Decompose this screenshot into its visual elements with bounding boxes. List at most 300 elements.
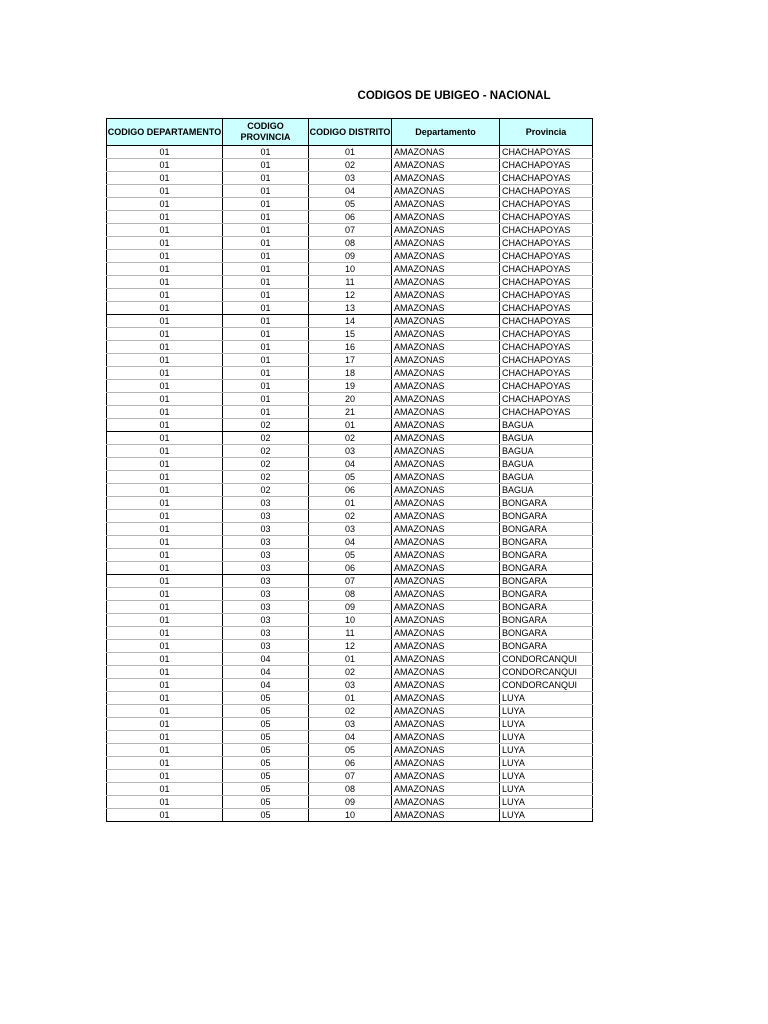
cell-departamento: AMAZONAS xyxy=(392,484,500,497)
cell-codigo-departamento: 01 xyxy=(107,510,223,523)
cell-codigo-distrito: 06 xyxy=(309,484,392,497)
table-row xyxy=(107,510,593,523)
cell-codigo-provincia: 05 xyxy=(223,809,309,822)
cell-codigo-distrito: 11 xyxy=(309,627,392,640)
cell-departamento: AMAZONAS xyxy=(392,237,500,250)
cell-codigo-departamento: 01 xyxy=(107,562,223,575)
cell-codigo-departamento: 01 xyxy=(107,497,223,510)
cell-provincia: LUYA xyxy=(500,783,593,796)
cell-codigo-distrito: 10 xyxy=(309,809,392,822)
cell-codigo-distrito: 06 xyxy=(309,757,392,770)
cell-departamento: AMAZONAS xyxy=(392,458,500,471)
cell-codigo-provincia: 01 xyxy=(223,211,309,224)
cell-provincia: CHACHAPOYAS xyxy=(500,250,593,263)
cell-codigo-provincia: 03 xyxy=(223,536,309,549)
cell-provincia: CHACHAPOYAS xyxy=(500,224,593,237)
cell-codigo-distrito: 04 xyxy=(309,536,392,549)
cell-codigo-provincia: 01 xyxy=(223,250,309,263)
cell-departamento: AMAZONAS xyxy=(392,224,500,237)
cell-codigo-departamento: 01 xyxy=(107,575,223,588)
cell-provincia: CHACHAPOYAS xyxy=(500,380,593,393)
cell-departamento: AMAZONAS xyxy=(392,705,500,718)
table-row xyxy=(107,276,593,289)
cell-codigo-provincia: 05 xyxy=(223,731,309,744)
cell-codigo-departamento: 01 xyxy=(107,341,223,354)
cell-codigo-departamento: 01 xyxy=(107,172,223,185)
cell-codigo-distrito: 02 xyxy=(309,705,392,718)
cell-departamento: AMAZONAS xyxy=(392,627,500,640)
cell-departamento: AMAZONAS xyxy=(392,536,500,549)
cell-codigo-departamento: 01 xyxy=(107,302,223,315)
cell-provincia: CHACHAPOYAS xyxy=(500,211,593,224)
cell-departamento: AMAZONAS xyxy=(392,393,500,406)
cell-codigo-provincia: 03 xyxy=(223,510,309,523)
cell-codigo-provincia: 05 xyxy=(223,757,309,770)
cell-codigo-provincia: 01 xyxy=(223,172,309,185)
cell-codigo-provincia: 03 xyxy=(223,614,309,627)
cell-codigo-distrito: 12 xyxy=(309,289,392,302)
cell-codigo-distrito: 09 xyxy=(309,796,392,809)
cell-codigo-distrito: 09 xyxy=(309,250,392,263)
cell-provincia: LUYA xyxy=(500,718,593,731)
table-row xyxy=(107,640,593,653)
table-row xyxy=(107,250,593,263)
cell-codigo-distrito: 07 xyxy=(309,224,392,237)
table-row xyxy=(107,692,593,705)
cell-codigo-departamento: 01 xyxy=(107,809,223,822)
table-row xyxy=(107,627,593,640)
cell-codigo-departamento: 01 xyxy=(107,445,223,458)
table-row xyxy=(107,406,593,419)
table-row xyxy=(107,393,593,406)
cell-codigo-provincia: 02 xyxy=(223,432,309,445)
table-row xyxy=(107,796,593,809)
cell-codigo-departamento: 01 xyxy=(107,549,223,562)
cell-codigo-provincia: 02 xyxy=(223,484,309,497)
cell-codigo-provincia: 01 xyxy=(223,263,309,276)
cell-provincia: LUYA xyxy=(500,796,593,809)
table-row xyxy=(107,458,593,471)
cell-codigo-departamento: 01 xyxy=(107,523,223,536)
cell-codigo-provincia: 01 xyxy=(223,224,309,237)
cell-departamento: AMAZONAS xyxy=(392,198,500,211)
cell-codigo-departamento: 01 xyxy=(107,640,223,653)
cell-departamento: AMAZONAS xyxy=(392,146,500,159)
cell-departamento: AMAZONAS xyxy=(392,497,500,510)
table-row xyxy=(107,354,593,367)
cell-provincia: BAGUA xyxy=(500,432,593,445)
cell-codigo-departamento: 01 xyxy=(107,731,223,744)
cell-provincia: CHACHAPOYAS xyxy=(500,263,593,276)
cell-codigo-distrito: 03 xyxy=(309,718,392,731)
cell-codigo-departamento: 01 xyxy=(107,185,223,198)
cell-departamento: AMAZONAS xyxy=(392,159,500,172)
cell-departamento: AMAZONAS xyxy=(392,315,500,328)
cell-codigo-provincia: 01 xyxy=(223,328,309,341)
cell-departamento: AMAZONAS xyxy=(392,666,500,679)
cell-codigo-provincia: 04 xyxy=(223,679,309,692)
cell-codigo-distrito: 08 xyxy=(309,237,392,250)
cell-codigo-distrito: 03 xyxy=(309,445,392,458)
cell-codigo-provincia: 01 xyxy=(223,341,309,354)
cell-codigo-provincia: 01 xyxy=(223,393,309,406)
table-body xyxy=(107,146,593,822)
cell-codigo-provincia: 05 xyxy=(223,744,309,757)
table-row xyxy=(107,315,593,328)
cell-codigo-provincia: 01 xyxy=(223,237,309,250)
cell-codigo-departamento: 01 xyxy=(107,666,223,679)
cell-provincia: BONGARA xyxy=(500,627,593,640)
header-departamento: Departamento xyxy=(392,119,500,146)
cell-codigo-distrito: 21 xyxy=(309,406,392,419)
cell-departamento: AMAZONAS xyxy=(392,276,500,289)
cell-provincia: CHACHAPOYAS xyxy=(500,367,593,380)
cell-provincia: CHACHAPOYAS xyxy=(500,172,593,185)
cell-codigo-distrito: 08 xyxy=(309,783,392,796)
cell-provincia: CHACHAPOYAS xyxy=(500,341,593,354)
cell-codigo-departamento: 01 xyxy=(107,757,223,770)
cell-codigo-distrito: 15 xyxy=(309,328,392,341)
cell-codigo-distrito: 01 xyxy=(309,653,392,666)
cell-codigo-departamento: 01 xyxy=(107,289,223,302)
cell-provincia: LUYA xyxy=(500,770,593,783)
table-row xyxy=(107,523,593,536)
cell-provincia: CHACHAPOYAS xyxy=(500,302,593,315)
cell-codigo-departamento: 01 xyxy=(107,159,223,172)
cell-codigo-provincia: 03 xyxy=(223,640,309,653)
cell-provincia: BONGARA xyxy=(500,614,593,627)
cell-departamento: AMAZONAS xyxy=(392,679,500,692)
cell-codigo-departamento: 01 xyxy=(107,250,223,263)
cell-codigo-departamento: 01 xyxy=(107,705,223,718)
cell-codigo-provincia: 01 xyxy=(223,159,309,172)
cell-codigo-departamento: 01 xyxy=(107,315,223,328)
cell-codigo-departamento: 01 xyxy=(107,458,223,471)
cell-codigo-departamento: 01 xyxy=(107,692,223,705)
cell-codigo-provincia: 03 xyxy=(223,523,309,536)
cell-departamento: AMAZONAS xyxy=(392,640,500,653)
cell-codigo-provincia: 02 xyxy=(223,445,309,458)
table-row xyxy=(107,237,593,250)
page-title: CODIGOS DE UBIGEO - NACIONAL xyxy=(357,90,551,102)
cell-codigo-departamento: 01 xyxy=(107,432,223,445)
cell-departamento: AMAZONAS xyxy=(392,172,500,185)
cell-codigo-distrito: 02 xyxy=(309,510,392,523)
cell-codigo-departamento: 01 xyxy=(107,380,223,393)
table-row xyxy=(107,575,593,588)
cell-codigo-provincia: 05 xyxy=(223,692,309,705)
table-row xyxy=(107,159,593,172)
cell-departamento: AMAZONAS xyxy=(392,354,500,367)
table-row xyxy=(107,445,593,458)
cell-provincia: BAGUA xyxy=(500,419,593,432)
cell-departamento: AMAZONAS xyxy=(392,445,500,458)
cell-departamento: AMAZONAS xyxy=(392,744,500,757)
cell-codigo-provincia: 01 xyxy=(223,302,309,315)
cell-provincia: CHACHAPOYAS xyxy=(500,146,593,159)
table-row xyxy=(107,380,593,393)
cell-codigo-departamento: 01 xyxy=(107,393,223,406)
table-row xyxy=(107,198,593,211)
cell-codigo-provincia: 03 xyxy=(223,601,309,614)
cell-codigo-provincia: 01 xyxy=(223,185,309,198)
cell-codigo-distrito: 18 xyxy=(309,367,392,380)
cell-codigo-distrito: 06 xyxy=(309,211,392,224)
cell-codigo-provincia: 02 xyxy=(223,471,309,484)
cell-departamento: AMAZONAS xyxy=(392,757,500,770)
cell-codigo-departamento: 01 xyxy=(107,237,223,250)
cell-provincia: LUYA xyxy=(500,705,593,718)
table-row xyxy=(107,653,593,666)
cell-codigo-provincia: 05 xyxy=(223,705,309,718)
cell-codigo-departamento: 01 xyxy=(107,224,223,237)
cell-codigo-provincia: 05 xyxy=(223,770,309,783)
table-row xyxy=(107,289,593,302)
cell-provincia: CONDORCANQUI xyxy=(500,666,593,679)
cell-codigo-departamento: 01 xyxy=(107,198,223,211)
cell-departamento: AMAZONAS xyxy=(392,302,500,315)
cell-codigo-provincia: 05 xyxy=(223,796,309,809)
table-row xyxy=(107,172,593,185)
cell-provincia: BONGARA xyxy=(500,588,593,601)
cell-provincia: CHACHAPOYAS xyxy=(500,406,593,419)
cell-provincia: CHACHAPOYAS xyxy=(500,159,593,172)
table-row xyxy=(107,809,593,822)
cell-departamento: AMAZONAS xyxy=(392,471,500,484)
cell-codigo-provincia: 03 xyxy=(223,575,309,588)
cell-codigo-distrito: 01 xyxy=(309,497,392,510)
table-header xyxy=(107,119,593,146)
cell-codigo-distrito: 10 xyxy=(309,263,392,276)
cell-provincia: BONGARA xyxy=(500,562,593,575)
cell-departamento: AMAZONAS xyxy=(392,549,500,562)
table-row xyxy=(107,744,593,757)
cell-codigo-departamento: 01 xyxy=(107,588,223,601)
table-row xyxy=(107,614,593,627)
cell-codigo-provincia: 04 xyxy=(223,653,309,666)
cell-codigo-distrito: 12 xyxy=(309,640,392,653)
cell-codigo-departamento: 01 xyxy=(107,146,223,159)
cell-provincia: BAGUA xyxy=(500,445,593,458)
cell-codigo-departamento: 01 xyxy=(107,770,223,783)
cell-codigo-departamento: 01 xyxy=(107,354,223,367)
cell-provincia: BONGARA xyxy=(500,640,593,653)
cell-codigo-distrito: 02 xyxy=(309,159,392,172)
cell-provincia: BAGUA xyxy=(500,484,593,497)
cell-codigo-provincia: 03 xyxy=(223,588,309,601)
table-row xyxy=(107,211,593,224)
table-row xyxy=(107,536,593,549)
cell-codigo-provincia: 02 xyxy=(223,458,309,471)
cell-codigo-distrito: 13 xyxy=(309,302,392,315)
cell-codigo-distrito: 05 xyxy=(309,198,392,211)
cell-codigo-distrito: 20 xyxy=(309,393,392,406)
cell-codigo-distrito: 03 xyxy=(309,523,392,536)
table-row xyxy=(107,770,593,783)
cell-departamento: AMAZONAS xyxy=(392,185,500,198)
cell-codigo-provincia: 01 xyxy=(223,354,309,367)
cell-codigo-departamento: 01 xyxy=(107,744,223,757)
cell-codigo-distrito: 01 xyxy=(309,419,392,432)
cell-codigo-distrito: 11 xyxy=(309,276,392,289)
cell-codigo-departamento: 01 xyxy=(107,783,223,796)
cell-codigo-departamento: 01 xyxy=(107,406,223,419)
cell-provincia: BONGARA xyxy=(500,536,593,549)
cell-codigo-provincia: 01 xyxy=(223,406,309,419)
cell-provincia: CHACHAPOYAS xyxy=(500,315,593,328)
cell-codigo-distrito: 06 xyxy=(309,562,392,575)
cell-codigo-distrito: 04 xyxy=(309,458,392,471)
cell-provincia: BONGARA xyxy=(500,601,593,614)
cell-provincia: CHACHAPOYAS xyxy=(500,393,593,406)
cell-departamento: AMAZONAS xyxy=(392,263,500,276)
table-row xyxy=(107,419,593,432)
table-row xyxy=(107,731,593,744)
table-row xyxy=(107,302,593,315)
cell-departamento: AMAZONAS xyxy=(392,809,500,822)
header-row xyxy=(107,119,593,146)
cell-codigo-departamento: 01 xyxy=(107,614,223,627)
header-codigo-departamento: CODIGO DEPARTAMENTO xyxy=(107,119,223,146)
cell-provincia: CHACHAPOYAS xyxy=(500,185,593,198)
cell-provincia: LUYA xyxy=(500,809,593,822)
cell-departamento: AMAZONAS xyxy=(392,380,500,393)
cell-codigo-distrito: 17 xyxy=(309,354,392,367)
cell-codigo-distrito: 04 xyxy=(309,185,392,198)
table-row xyxy=(107,588,593,601)
cell-codigo-provincia: 01 xyxy=(223,276,309,289)
cell-departamento: AMAZONAS xyxy=(392,419,500,432)
cell-codigo-distrito: 03 xyxy=(309,172,392,185)
cell-departamento: AMAZONAS xyxy=(392,692,500,705)
cell-codigo-distrito: 05 xyxy=(309,549,392,562)
cell-provincia: CHACHAPOYAS xyxy=(500,289,593,302)
header-codigo-provincia: CODIGO PROVINCIA xyxy=(223,119,309,146)
cell-provincia: BAGUA xyxy=(500,458,593,471)
cell-departamento: AMAZONAS xyxy=(392,562,500,575)
cell-departamento: AMAZONAS xyxy=(392,510,500,523)
cell-provincia: BONGARA xyxy=(500,549,593,562)
cell-codigo-departamento: 01 xyxy=(107,679,223,692)
cell-codigo-departamento: 01 xyxy=(107,471,223,484)
cell-codigo-distrito: 10 xyxy=(309,614,392,627)
cell-codigo-distrito: 14 xyxy=(309,315,392,328)
cell-departamento: AMAZONAS xyxy=(392,211,500,224)
cell-codigo-provincia: 01 xyxy=(223,198,309,211)
cell-codigo-departamento: 01 xyxy=(107,328,223,341)
table-row xyxy=(107,471,593,484)
cell-codigo-departamento: 01 xyxy=(107,211,223,224)
cell-provincia: CHACHAPOYAS xyxy=(500,328,593,341)
cell-departamento: AMAZONAS xyxy=(392,783,500,796)
cell-codigo-distrito: 04 xyxy=(309,731,392,744)
cell-departamento: AMAZONAS xyxy=(392,367,500,380)
cell-departamento: AMAZONAS xyxy=(392,614,500,627)
table-row xyxy=(107,341,593,354)
cell-codigo-distrito: 16 xyxy=(309,341,392,354)
cell-codigo-departamento: 01 xyxy=(107,796,223,809)
table-row xyxy=(107,757,593,770)
cell-codigo-provincia: 02 xyxy=(223,419,309,432)
cell-provincia: BONGARA xyxy=(500,497,593,510)
cell-departamento: AMAZONAS xyxy=(392,523,500,536)
cell-departamento: AMAZONAS xyxy=(392,588,500,601)
table-row xyxy=(107,679,593,692)
table-row xyxy=(107,432,593,445)
ubigeo-table xyxy=(106,118,593,822)
cell-provincia: BONGARA xyxy=(500,523,593,536)
table-row xyxy=(107,601,593,614)
cell-codigo-distrito: 02 xyxy=(309,432,392,445)
cell-codigo-departamento: 01 xyxy=(107,653,223,666)
cell-departamento: AMAZONAS xyxy=(392,328,500,341)
cell-departamento: AMAZONAS xyxy=(392,406,500,419)
table-row xyxy=(107,146,593,159)
cell-departamento: AMAZONAS xyxy=(392,653,500,666)
cell-provincia: BONGARA xyxy=(500,510,593,523)
cell-codigo-departamento: 01 xyxy=(107,627,223,640)
cell-provincia: CHACHAPOYAS xyxy=(500,198,593,211)
cell-codigo-departamento: 01 xyxy=(107,718,223,731)
table-row xyxy=(107,705,593,718)
table-row xyxy=(107,562,593,575)
table-row xyxy=(107,666,593,679)
cell-codigo-distrito: 07 xyxy=(309,770,392,783)
cell-provincia: LUYA xyxy=(500,731,593,744)
table-row xyxy=(107,263,593,276)
cell-departamento: AMAZONAS xyxy=(392,770,500,783)
cell-codigo-departamento: 01 xyxy=(107,263,223,276)
cell-departamento: AMAZONAS xyxy=(392,250,500,263)
cell-provincia: CONDORCANQUI xyxy=(500,653,593,666)
cell-codigo-departamento: 01 xyxy=(107,276,223,289)
cell-codigo-distrito: 09 xyxy=(309,601,392,614)
cell-codigo-provincia: 01 xyxy=(223,367,309,380)
cell-departamento: AMAZONAS xyxy=(392,718,500,731)
cell-provincia: CONDORCANQUI xyxy=(500,679,593,692)
cell-provincia: CHACHAPOYAS xyxy=(500,354,593,367)
cell-codigo-provincia: 01 xyxy=(223,146,309,159)
cell-codigo-distrito: 01 xyxy=(309,146,392,159)
cell-provincia: CHACHAPOYAS xyxy=(500,237,593,250)
cell-provincia: LUYA xyxy=(500,744,593,757)
cell-provincia: LUYA xyxy=(500,757,593,770)
cell-codigo-departamento: 01 xyxy=(107,601,223,614)
cell-codigo-provincia: 01 xyxy=(223,289,309,302)
cell-provincia: LUYA xyxy=(500,692,593,705)
cell-codigo-provincia: 03 xyxy=(223,549,309,562)
cell-codigo-provincia: 03 xyxy=(223,627,309,640)
cell-codigo-provincia: 04 xyxy=(223,666,309,679)
cell-departamento: AMAZONAS xyxy=(392,796,500,809)
cell-codigo-distrito: 03 xyxy=(309,679,392,692)
cell-codigo-departamento: 01 xyxy=(107,536,223,549)
cell-codigo-distrito: 07 xyxy=(309,575,392,588)
cell-codigo-distrito: 01 xyxy=(309,692,392,705)
table-row xyxy=(107,484,593,497)
cell-codigo-distrito: 02 xyxy=(309,666,392,679)
table-row xyxy=(107,549,593,562)
cell-codigo-provincia: 03 xyxy=(223,497,309,510)
table-row xyxy=(107,783,593,796)
cell-codigo-provincia: 05 xyxy=(223,783,309,796)
cell-codigo-provincia: 03 xyxy=(223,562,309,575)
cell-departamento: AMAZONAS xyxy=(392,575,500,588)
cell-departamento: AMAZONAS xyxy=(392,432,500,445)
cell-codigo-distrito: 05 xyxy=(309,471,392,484)
cell-departamento: AMAZONAS xyxy=(392,731,500,744)
table-row xyxy=(107,718,593,731)
